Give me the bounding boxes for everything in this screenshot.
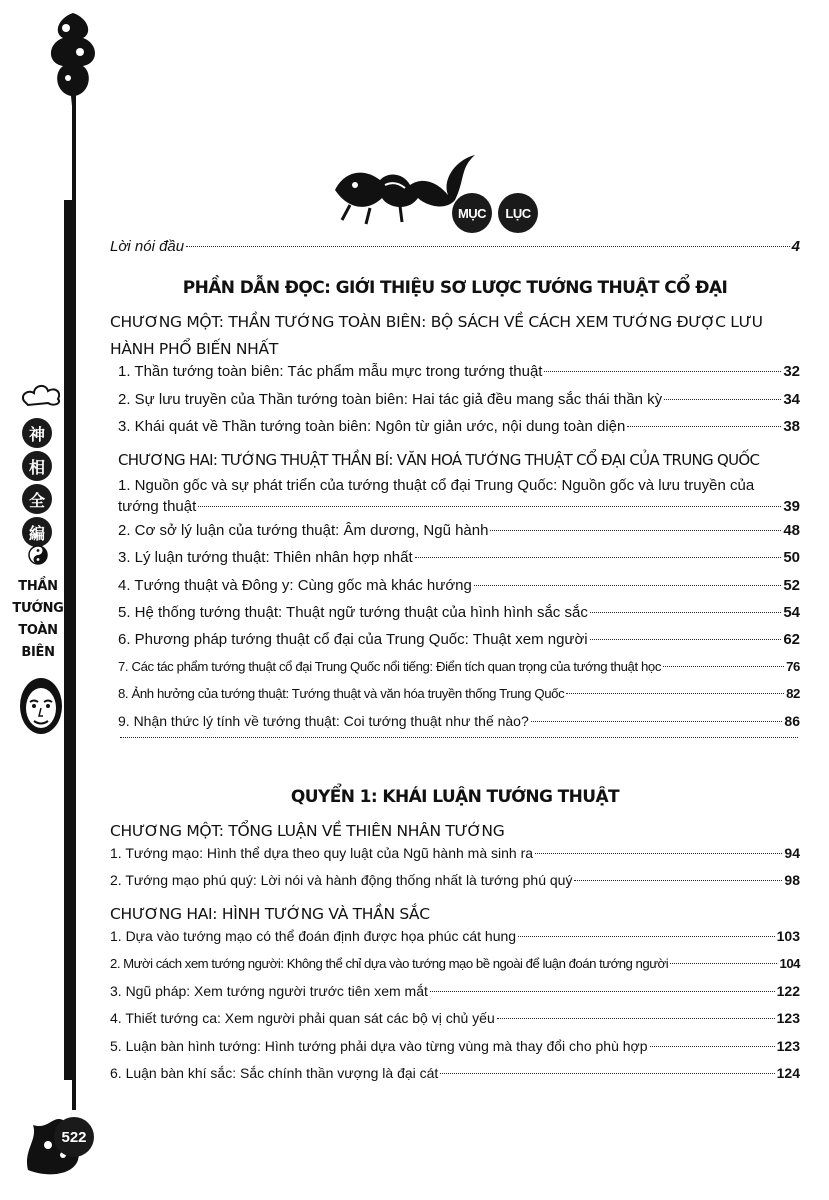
toc-entry-intro[interactable]: [110, 238, 800, 265]
page-number: 522: [54, 1117, 94, 1157]
dot-leader: [186, 246, 790, 247]
toc-entry-title: 3. Lý luận tướng thuật: Thiên nhân hợp nhất: [118, 549, 413, 567]
toc-entry[interactable]: [110, 928, 800, 955]
toc-entry-title: 8. Ảnh hưởng của tướng thuật: Tướng thuật và văn hóa truyền thống Trung Quốc: [118, 685, 565, 701]
toc-entry-title: 2. Mười cách xem tướng người: Không thể chỉ dựa vào tướng mạo bề ngoài để luận đoán tướng người: [110, 955, 669, 971]
toc-entry-page: 52: [783, 576, 800, 594]
toc-heading-left: MỤC: [452, 193, 492, 233]
part-title: QUYỂN 1: KHÁI LUẬN TƯỚNG THUẬT: [290, 786, 620, 807]
toc-entry-title: 4. Thiết tướng ca: Xem người phải quan sát các bộ vị chủ yếu: [110, 1010, 495, 1027]
toc-entry[interactable]: [110, 659, 800, 686]
toc-entry-page: 104: [779, 955, 800, 971]
dot-leader: [518, 936, 775, 937]
part-title: PHẦN DẪN ĐỌC: GIỚI THIỆU SƠ LƯỢC TƯỚNG THUẬT CỔ ĐẠI: [182, 278, 728, 299]
toc-entry[interactable]: [110, 1038, 800, 1065]
toc-entry-page: 62: [783, 631, 800, 649]
toc-entry-page: 48: [783, 522, 800, 540]
toc-entry-page: 34: [783, 390, 800, 408]
toc-entry-page: 54: [783, 604, 800, 622]
toc-entry[interactable]: [110, 1010, 800, 1037]
sidebar-char: 全: [22, 484, 52, 514]
dot-leader: [474, 585, 781, 586]
toc-entry-title: 4. Tướng thuật và Đông y: Cùng gốc mà khác hướng: [118, 576, 472, 594]
sidebar-title-line: TOÀN: [18, 623, 58, 638]
sidebar-book-title: [2, 576, 74, 664]
sidebar-title-line: BIÊN: [21, 645, 55, 660]
table-of-contents: [110, 238, 800, 1092]
toc-entry-page: 103: [776, 928, 800, 945]
dot-leader: [590, 639, 782, 640]
toc-entry[interactable]: [110, 1065, 800, 1092]
toc-entry-title: 5. Hệ thống tướng thuật: Thuật ngữ tướng thuật của hình hình sắc sắc: [118, 604, 588, 622]
toc-entry-title: 1. Nguồn gốc và sự phát triển của tướng thuật cổ đại Trung Quốc: Nguồn gốc và lưu truyền của: [118, 477, 755, 495]
dot-leader: [440, 1073, 774, 1074]
dot-leader: [198, 506, 781, 507]
chapter-title: CHƯƠNG HAI: HÌNH TƯỚNG VÀ THẦN SẮC: [110, 905, 430, 924]
toc-entry[interactable]: [110, 391, 800, 418]
chapter-title: CHƯƠNG HAI: TƯỚNG THUẬT THẦN BÍ: VĂN HOÁ TƯỚNG THUẬT CỔ ĐẠI CỦA TRUNG QUỐC: [118, 451, 760, 470]
dot-leader: [535, 853, 782, 854]
toc-entry-title: 7. Các tác phẩm tướng thuật cổ đại Trung Quốc nổi tiếng: Điển tích quan trọng của tướng thuật học: [118, 658, 662, 674]
toc-entry-page: 32: [783, 363, 800, 381]
toc-entry-page: 38: [783, 417, 800, 435]
toc-entry-page: 123: [776, 1037, 800, 1054]
dot-leader: [497, 1018, 775, 1019]
toc-entry[interactable]: [110, 522, 800, 549]
dot-leader: [544, 371, 781, 372]
toc-entry-title: 5. Luận bàn hình tướng: Hình tướng phải dựa vào từng vùng mà thay đổi cho phù hợp: [110, 1037, 648, 1054]
sidebar-title-line: THẦN: [18, 579, 58, 594]
toc-entry[interactable]: [110, 363, 800, 390]
toc-entry-page: 124: [776, 1064, 800, 1081]
yin-yang-icon: [28, 545, 48, 565]
toc-entry-page: 123: [776, 1010, 800, 1027]
toc-entry-page: 86: [784, 713, 800, 730]
toc-entry-page: 122: [776, 983, 800, 1000]
toc-entry-title: 1. Thần tướng toàn biên: Tác phẩm mẫu mực trong tướng thuật: [118, 363, 543, 381]
toc-entry[interactable]: [110, 983, 800, 1010]
dot-leader: [590, 612, 781, 613]
chapter-title: CHƯƠNG MỘT: TỔNG LUẬN VỀ THIÊN NHÂN TƯỚNG: [110, 821, 505, 840]
sidebar-title-line: TƯỚNG: [12, 601, 64, 616]
toc-entry-title: 1. Dựa vào tướng mạo có thể đoán định được họa phúc cát hung: [110, 928, 517, 945]
toc-entry[interactable]: [110, 549, 800, 576]
dot-leader: [415, 557, 782, 558]
toc-entry[interactable]: [110, 872, 800, 899]
toc-entry-title: 6. Phương pháp tướng thuật cổ đại của Trung Quốc: Thuật xem người: [118, 631, 588, 649]
toc-entry-title: 2. Tướng mạo phú quý: Lời nói và hành động thống nhất là tướng phú quý: [110, 872, 573, 889]
chapter-title: CHƯƠNG MỘT: THẦN TƯỚNG TOÀN BIÊN: BỘ SÁCH VỀ CÁCH XEM TƯỚNG ĐƯỢC LƯU HÀNH PHỔ BIẾN NHẤT: [110, 313, 763, 359]
toc-heading-right: LỤC: [498, 193, 538, 233]
dot-leader: [566, 693, 784, 694]
sidebar-char: 編: [22, 517, 52, 547]
dot-leader: [120, 737, 798, 738]
toc-entry-title: 6. Luận bàn khí sắc: Sắc chính thần vượng là đại cát: [110, 1064, 439, 1081]
toc-entry-title-continued: tướng thuật: [118, 498, 197, 516]
toc-entry-title: 1. Tướng mạo: Hình thể dựa theo quy luật của Ngũ hành mà sinh ra: [110, 844, 534, 861]
dot-leader: [650, 1046, 775, 1047]
toc-entry-title: 2. Cơ sở lý luận của tướng thuật: Âm dương, Ngũ hành: [118, 522, 489, 540]
toc-entry[interactable]: [110, 686, 800, 713]
dot-leader: [627, 426, 781, 427]
toc-entry-title: 9. Nhận thức lý tính về tướng thuật: Coi tướng thuật như thế nào?: [118, 713, 529, 730]
dot-leader: [490, 530, 781, 531]
toc-entry-title: 3. Ngũ pháp: Xem tướng người trước tiên xem mắt: [110, 983, 428, 1000]
sidebar-char: 神: [22, 418, 52, 448]
toc-entry-title: 3. Khái quát về Thần tướng toàn biên: Ngôn từ giản ước, nội dung toàn diện: [118, 417, 626, 435]
toc-entry-title: Lời nói đầu: [110, 238, 185, 255]
sage-face-icon: [18, 676, 64, 736]
toc-entry-page: 98: [784, 872, 800, 889]
dot-leader: [664, 399, 781, 400]
cloud-icon: [20, 383, 64, 407]
dot-leader: [663, 666, 784, 667]
toc-entry[interactable]: [110, 474, 800, 522]
toc-entry[interactable]: [110, 604, 800, 631]
ornament-top-icon: [38, 8, 108, 118]
dot-leader: [430, 991, 775, 992]
toc-entry-page: 82: [786, 685, 800, 701]
toc-entry[interactable]: [110, 741, 800, 768]
toc-entry-page: 50: [783, 549, 800, 567]
toc-entry-page: 76: [786, 658, 800, 674]
toc-entry[interactable]: [110, 631, 800, 658]
toc-entry[interactable]: [110, 577, 800, 604]
toc-heading: [452, 193, 538, 233]
dot-leader: [531, 721, 783, 722]
toc-entry[interactable]: [110, 418, 800, 445]
dot-leader: [670, 963, 777, 964]
dot-leader: [574, 880, 782, 881]
toc-entry-page: 4: [791, 238, 800, 255]
toc-entry-page: 94: [784, 844, 800, 861]
toc-entry[interactable]: [110, 956, 800, 983]
toc-entry-title: 2. Sự lưu truyền của Thần tướng toàn biên: Hai tác giả đều mang sắc thái thần kỳ: [118, 390, 663, 408]
sidebar-char: 相: [22, 451, 52, 481]
toc-entry-page: 39: [783, 498, 800, 516]
toc-entry[interactable]: [110, 845, 800, 872]
